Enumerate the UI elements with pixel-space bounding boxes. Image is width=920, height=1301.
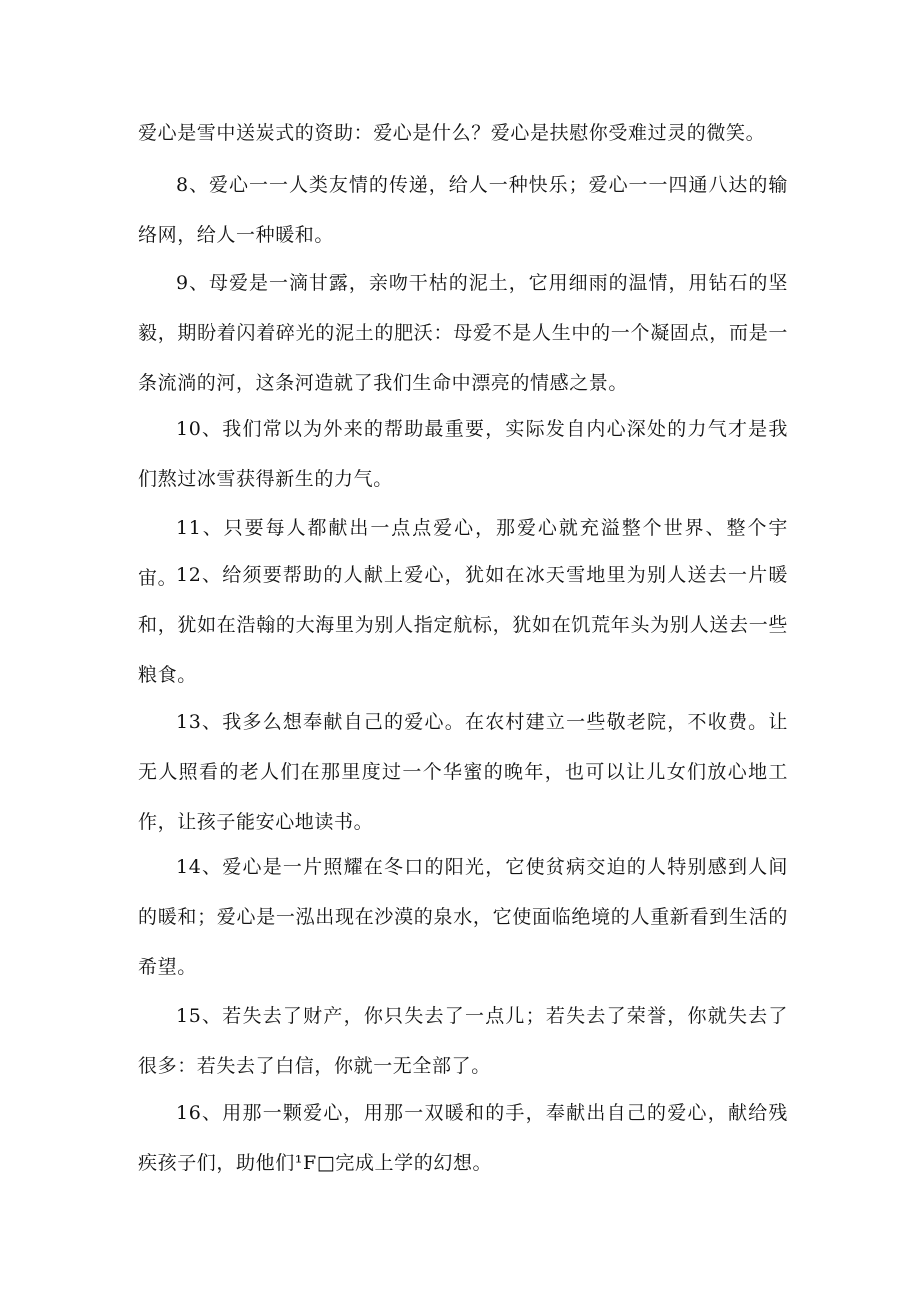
paragraph-15: 15、若失去了财产，你只失去了一点儿；若失去了荣誉，你就失去了很多：若失去了白信，你就一无全部了。 <box>138 1005 788 1077</box>
paragraph-12: 12、给须要帮助的人献上爱心，犹如在冰天雪地里为别人送去一片暖和，犹如在浩翰的大海里为别人指定航标，犹如在饥荒年头为别人送去一些粮食。 <box>138 564 788 686</box>
paragraph-0: 爱心是雪中送炭式的资助：爱心是什么？爱心是扶慰你受难过灵的微笑。 <box>138 122 766 144</box>
paragraph-14: 14、爱心是一片照耀在冬口的阳光，它使贫病交迫的人特别感到人间的暖和；爱心是一泓出现在沙漠的泉水，它使面临绝境的人重新看到生活的希望。 <box>138 856 788 978</box>
paragraph-9: 9、母爱是一滴甘露，亲吻干枯的泥土，它用细雨的温情，用钻石的坚毅，期盼着闪着碎光的泥土的肥沃：母爱不是人生中的一个凝固点，而是一条流淌的河，这条河造就了我们生命中漂亮的情感之景。 <box>138 272 788 394</box>
paragraph-10: 10、我们常以为外来的帮助最重要，实际发自内心深处的力气才是我们熬过冰雪获得新生的力气。 <box>138 418 788 490</box>
paragraph-11: 11、只要每人都献出一点点爱心，那爱心就充溢整个世界、整个宇宙。 <box>138 517 788 589</box>
paragraph-16: 16、用那一颗爱心，用那一双暖和的手，奉献出自己的爱心，献给残疾孩子们，助他们¹F□完成上学的幻想。 <box>138 1102 788 1174</box>
paragraph-13: 13、我多么想奉献自己的爱心。在农村建立一些敬老院，不收费。让无人照看的老人们在那里度过一个华蜜的晚年，也可以让儿女们放心地工作，让孩子能安心地读书。 <box>138 711 788 833</box>
paragraph-8: 8、爱心一一人类友情的传递，给人一种快乐；爱心一一四通八达的输络网，给人一种暖和。 <box>138 174 788 246</box>
